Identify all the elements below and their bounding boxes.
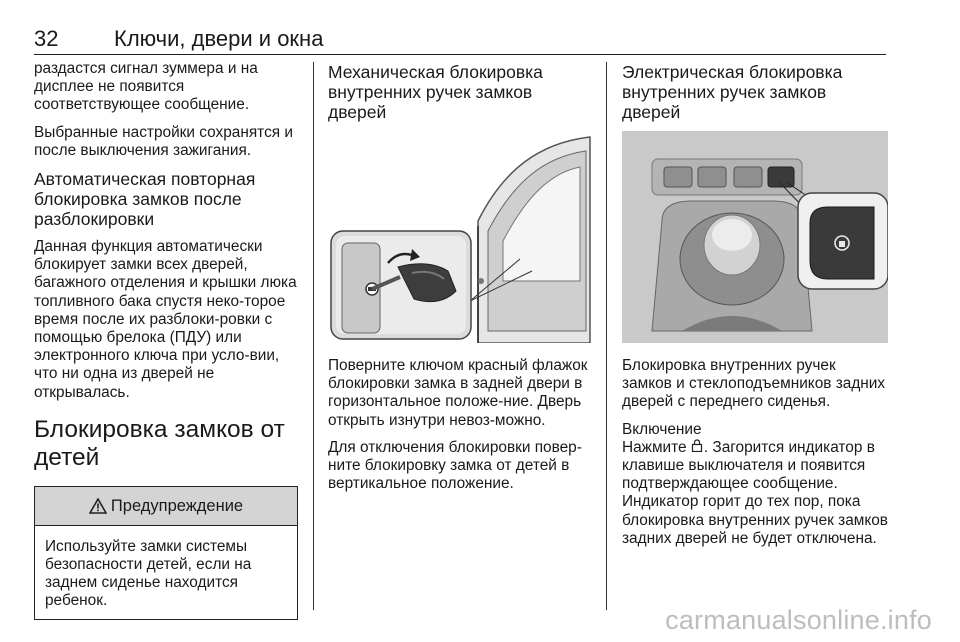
watermark: carmanualsonline.info <box>665 605 932 635</box>
section-heading-auto-relock: Автоматическая повторная блокировка замков после разблокировки <box>34 169 256 230</box>
paragraph: Поверните ключом красный флажок блокировки замка в задней двери в горизонтальное положе-ние. Дверь открыть изнутри невоз-можно. <box>328 357 588 429</box>
console-child-lock-switch-illustration <box>622 131 888 343</box>
warning-header <box>35 487 297 526</box>
section-heading-child-locks: Блокировка замков от детей <box>34 415 285 471</box>
paragraph: Для отключения блокировки повер-ните блокировку замка от детей в вертикальное положение. <box>328 438 582 493</box>
subheading-enable: Включение <box>622 420 702 438</box>
column-right <box>622 60 888 557</box>
paragraph: Данная функция автоматически блокирует замки всех дверей, багажного отделения и крышки люка топливного бака спустя неко-торое время после их разблоки-ровки с помощью брелока (ПДУ) или электронного ключа при усло-вии, что ни одна из дверей не открывалась. <box>34 238 297 401</box>
column-middle <box>328 60 592 502</box>
paragraph: раздастся сигнал зуммера и на дисплее не появится соответствующее сообщение. <box>34 60 258 114</box>
section-heading-mechanical-lock: Механическая блокировка внутренних ручек замков дверей <box>328 62 543 122</box>
page-number: 32 <box>34 26 59 51</box>
section-heading-electric-lock: Электрическая блокировка внутренних ручек замков дверей <box>622 62 843 122</box>
child-lock-icon <box>691 439 704 457</box>
paragraph: Блокировка внутренних ручек замков и стеклоподъемников задних дверей с переднего сиденья. <box>622 357 886 411</box>
column-divider <box>313 62 314 610</box>
column-divider <box>606 62 607 610</box>
warning-box <box>34 486 298 620</box>
warning-title: Предупреждение <box>110 496 244 515</box>
paragraph: Выбранные настройки сохранятся и после выключения зажигания. <box>34 123 293 159</box>
chapter-title: Ключи, двери и окна <box>114 26 324 51</box>
door-key-lock-illustration <box>328 131 592 343</box>
warning-text: Используйте замки системы безопасности детей, если на заднем сиденье находится ребенок. <box>45 537 252 610</box>
paragraph-text: . Загорится индикатор в клавише выключателя и появится подтверждающее сообщение. Индикатор горит до тех пор, пока блокировка внутренних ручек замков задних дверей не будет отключена. <box>622 438 888 547</box>
page-header <box>34 26 886 55</box>
warning-triangle-icon <box>89 498 107 514</box>
column-left <box>34 60 300 620</box>
paragraph-text: Нажмите <box>622 438 687 456</box>
paragraph-enable <box>622 439 888 548</box>
